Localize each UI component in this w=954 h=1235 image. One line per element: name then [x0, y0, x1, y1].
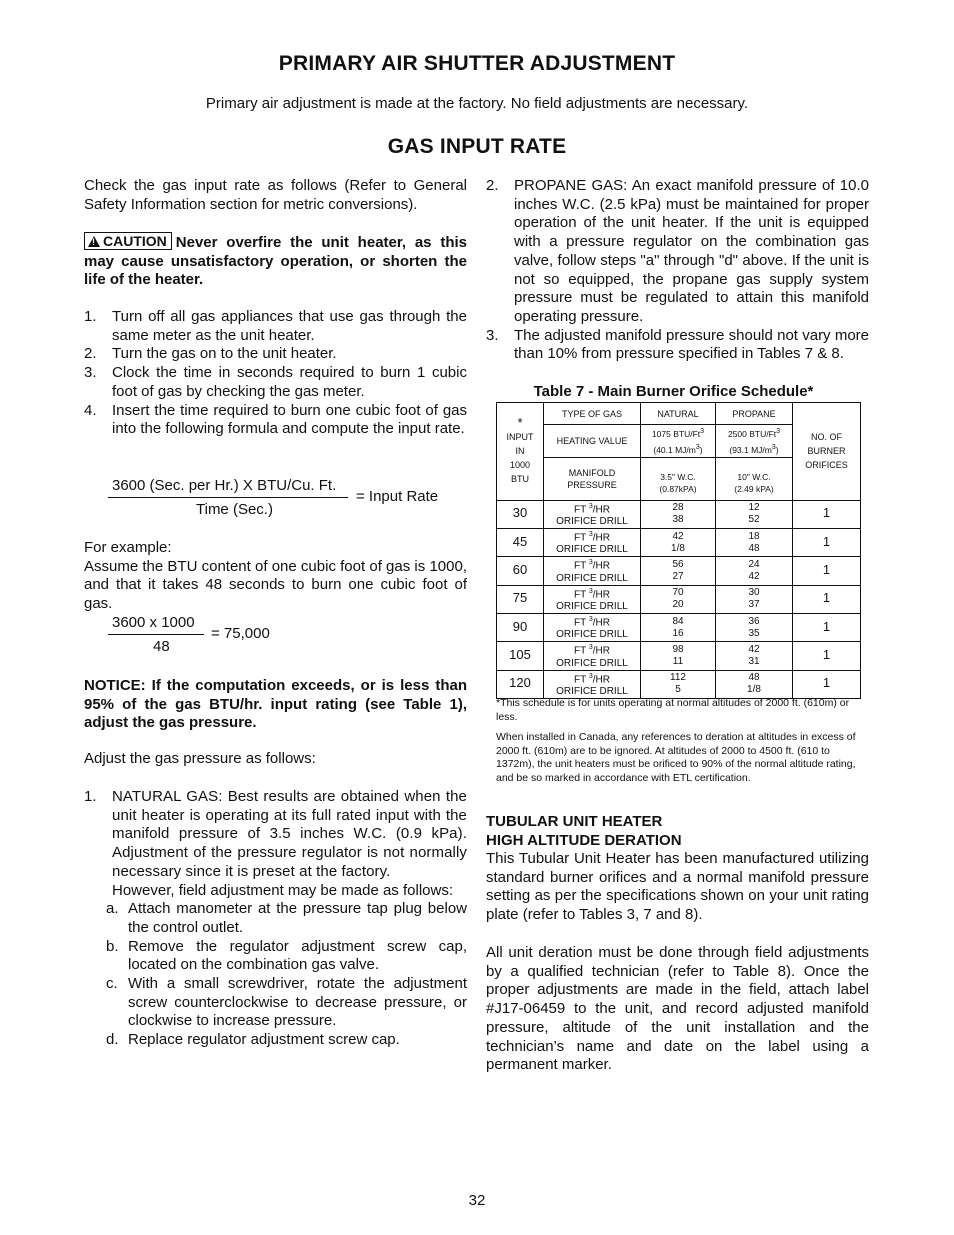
example-denominator: 48	[153, 638, 170, 655]
list-item: a. Attach manometer at the pressure tap plug below the control outlet.	[106, 900, 467, 936]
row-label-cell: FT $^3$/HR ORIFICE DRILL	[544, 500, 641, 528]
natural-gas-text: NATURAL GAS: Best results are obtained when the unit heater is operating at its full rated input with the manifold pressure of 3.5 inches W.C. (0.9 kPa). Adjustment of the pressure regulator is not normally necessary since it is preset at the factory.	[112, 788, 467, 880]
deration-paragraph-2: All unit deration must be done through field adjustments by a qualified technician (refer to Table 8). Once the proper adjustments are made in the field, attach label #J17-06459 to the unit, and record adjusted manifold pressure, altitude of the unit installation and the technician’s name and date on the label using a permanent marker.	[486, 944, 869, 1074]
natural-gas-however: However, field adjustment may be made as follows:	[112, 881, 453, 899]
list-item: 1. NATURAL GAS: Best results are obtained when the unit heater is operating at its full rated input with the manifold pressure of 3.5 inches W.C. (0.9 kPa). Adjustment of the pressure regulator is not normally necessary since it is preset at the factory. However, field adjustment may be made as follows: a. Attach manometer at the pressure tap plug below the control outlet. b. Remove the regulator adjustment screw cap, located on the combination gas valve. c. With a small screwdriver, rotate the adjustment screw counterclockwise to decrease pressure, or clockwise to increase pressure. d. Replace regulator adjustment screw cap.	[84, 788, 467, 1049]
footnote-canada: When installed in Canada, any references to deration at altitudes in excess of 2000 ft. (610m) are to be ignored. At altitudes of 2000 to 4500 ft. (610 to 1372m), the unit heaters must be orificed to 90% of the normal altitude rating, and be so marked in accordance with ETL certification.	[496, 731, 856, 784]
orifices-cell: 1	[793, 528, 861, 556]
natural-cell: 84 16	[641, 613, 716, 641]
section-title-gas-input: GAS INPUT RATE	[387, 135, 567, 158]
list-item: c. With a small screwdriver, rotate the adjustment screw counterclockwise to decrease pressure, or clockwise to increase pressure.	[106, 975, 467, 1030]
natural-cell: 70 20	[641, 585, 716, 613]
natural-cell: 98 11	[641, 642, 716, 670]
table-title: Table 7 - Main Burner Orifice Schedule*	[533, 383, 814, 400]
natural-cell: 42 1/8	[641, 528, 716, 556]
adjust-intro: Adjust the gas pressure as follows:	[84, 750, 316, 767]
warning-icon: !	[88, 236, 100, 247]
input-cell: 105	[497, 642, 544, 670]
row-label-cell: FT $^3$/HR ORIFICE DRILL	[544, 613, 641, 641]
natural-cell: 28 38	[641, 500, 716, 528]
example-bar	[108, 634, 204, 635]
orifices-header: NO. OF BURNER ORIFICES	[793, 403, 861, 501]
list-item: 3. Clock the time in seconds required to burn 1 cubic foot of gas by checking the gas meter.	[84, 364, 467, 400]
input-cell: 30	[497, 500, 544, 528]
propane-cell: 30 37	[716, 585, 793, 613]
table-row	[497, 670, 861, 698]
orifice-schedule-table	[496, 402, 861, 699]
formula-bar	[108, 497, 348, 498]
input-cell: 75	[497, 585, 544, 613]
propane-header: PROPANE	[716, 403, 793, 425]
orifices-cell: 1	[793, 642, 861, 670]
notice-text: NOTICE: If the computation exceeds, or is less than 95% of the gas BTU/hr. input rating (see Table 1), adjust the gas pressure.	[84, 677, 467, 732]
section-title-primary-air: PRIMARY AIR SHUTTER ADJUSTMENT	[278, 52, 676, 75]
vary-text: The adjusted manifold pressure should not vary more than 10% from pressure specified in Tables 7 & 8.	[514, 326, 869, 363]
caution-badge	[84, 232, 172, 250]
caution-label: CAUTION	[103, 233, 167, 249]
list-item: 2. Turn the gas on to the unit heater.	[84, 345, 337, 363]
formula-numerator: 3600 (Sec. per Hr.) X BTU/Cu. Ft.	[112, 477, 337, 494]
natural-cell: 112 5	[641, 670, 716, 698]
row-label-cell: FT $^3$/HR ORIFICE DRILL	[544, 557, 641, 585]
formula-result: = Input Rate	[356, 488, 439, 505]
example-block	[84, 539, 467, 614]
propane-heating-value: 2500 BTU/Ft$^3$ (93.1 $MJ/m^3$)	[716, 425, 793, 458]
orifices-cell: 1	[793, 557, 861, 585]
primary-air-text: Primary air adjustment is made at the factory. No field adjustments are necessary.	[205, 95, 749, 112]
intro-text: Check the gas input rate as follows (Refer to General Safety Information section for metric conversions).	[84, 177, 467, 213]
steps-list	[84, 308, 467, 439]
table-row	[497, 642, 861, 670]
input-cell: 60	[497, 557, 544, 585]
table-row	[497, 613, 861, 641]
input-header: * INPUT IN 1000 BTU	[497, 403, 544, 501]
propane-cell: 42 31	[716, 642, 793, 670]
propane-cell: 48 1/8	[716, 670, 793, 698]
row-label-cell: FT $^3$/HR ORIFICE DRILL	[544, 528, 641, 556]
page-number: 32	[468, 1192, 486, 1209]
propane-manifold-pressure: 10" W.C. (2.49 kPA)	[716, 457, 793, 500]
deration-heading: TUBULAR UNIT HEATER HIGH ALTITUDE DERATION	[486, 813, 682, 849]
natural-header: NATURAL	[641, 403, 716, 425]
input-cell: 120	[497, 670, 544, 698]
natural-heating-value: 1075 BTU/Ft$^3$ (40.1 $MJ/m^3$)	[641, 425, 716, 458]
example-numerator: 3600 x 1000	[112, 614, 195, 631]
right-steps	[486, 177, 869, 364]
list-item: 3. The adjusted manifold pressure should not vary more than 10% from pressure specified in Tables 7 & 8.	[486, 326, 869, 363]
list-item: 2. PROPANE GAS: An exact manifold pressure of 10.0 inches W.C. (2.5 kPa) must be maintained for proper operation of the unit heater. If the unit is equipped with a pressure regulator on the combination gas valve, follow steps "a" through "d" above. If the unit is not so equipped, the propane gas supply system pressure must be regulated to attain this manifold operating pressure.	[486, 177, 869, 325]
list-item: 4. Insert the time required to burn one cubic foot of gas into the following formula and compute the input rate.	[84, 401, 467, 438]
list-item: d. Replace regulator adjustment screw cap.	[106, 1031, 400, 1049]
propane-text: PROPANE GAS: An exact manifold pressure of 10.0 inches W.C. (2.5 kPa) must be maintained for proper operation of the unit heater. If the unit is equipped with a pressure regulator on the combination gas valve, follow steps "a" through "d" above. If the unit is not so equipped, the propane gas supply system pressure must be regulated to attain this manifold operating pressure.	[514, 177, 869, 325]
input-cell: 45	[497, 528, 544, 556]
example-text: Assume the BTU content of one cubic foot of gas is 1000, and that it takes 48 seconds to burn one cubic foot of gas.	[84, 557, 467, 613]
orifices-cell: 1	[793, 613, 861, 641]
propane-cell: 36 35	[716, 613, 793, 641]
table-row	[497, 528, 861, 556]
natural-gas-block	[84, 788, 467, 1050]
orifices-cell: 1	[793, 585, 861, 613]
footnote-altitude: *This schedule is for units operating at normal altitudes of 2000 ft. (610m) or less.	[496, 697, 850, 723]
example-label: For example:	[84, 539, 172, 556]
heating-value-header: HEATING VALUE	[544, 425, 641, 458]
propane-cell: 24 42	[716, 557, 793, 585]
row-label-cell: FT $^3$/HR ORIFICE DRILL	[544, 642, 641, 670]
formula-denominator: Time (Sec.)	[196, 501, 273, 518]
natural-cell: 56 27	[641, 557, 716, 585]
orifices-cell: 1	[793, 670, 861, 698]
input-cell: 90	[497, 613, 544, 641]
table-row	[497, 500, 861, 528]
table-row	[497, 585, 861, 613]
propane-cell: 18 48	[716, 528, 793, 556]
orifices-cell: 1	[793, 500, 861, 528]
row-label-cell: FT $^3$/HR ORIFICE DRILL	[544, 670, 641, 698]
row-label-cell: FT $^3$/HR ORIFICE DRILL	[544, 585, 641, 613]
manifold-pressure-header: MANIFOLD PRESSURE	[544, 457, 641, 500]
example-result: = 75,000	[211, 625, 270, 642]
list-item: 1. Turn off all gas appliances that use gas through the same meter as the unit heater.	[84, 308, 467, 344]
table-row	[497, 557, 861, 585]
left-intro	[84, 177, 467, 214]
caution-block	[84, 232, 467, 290]
list-item: b. Remove the regulator adjustment screw cap, located on the combination gas valve.	[106, 937, 467, 974]
type-of-gas-header: TYPE OF GAS	[544, 403, 641, 425]
natural-manifold-pressure: 3.5" W.C. (0.87kPA)	[641, 457, 716, 500]
propane-cell: 12 52	[716, 500, 793, 528]
deration-paragraph-1: This Tubular Unit Heater has been manufactured utilizing standard burner orifices and a normal manifold pressure setting as per the specifications shown on your unit rating plate (refer to Tables 3, 7 and 8).	[486, 850, 869, 924]
caution-text: Never overfire the unit heater, as this may cause unsatisfactory operation, or shorten the life of the heater.	[84, 234, 467, 289]
